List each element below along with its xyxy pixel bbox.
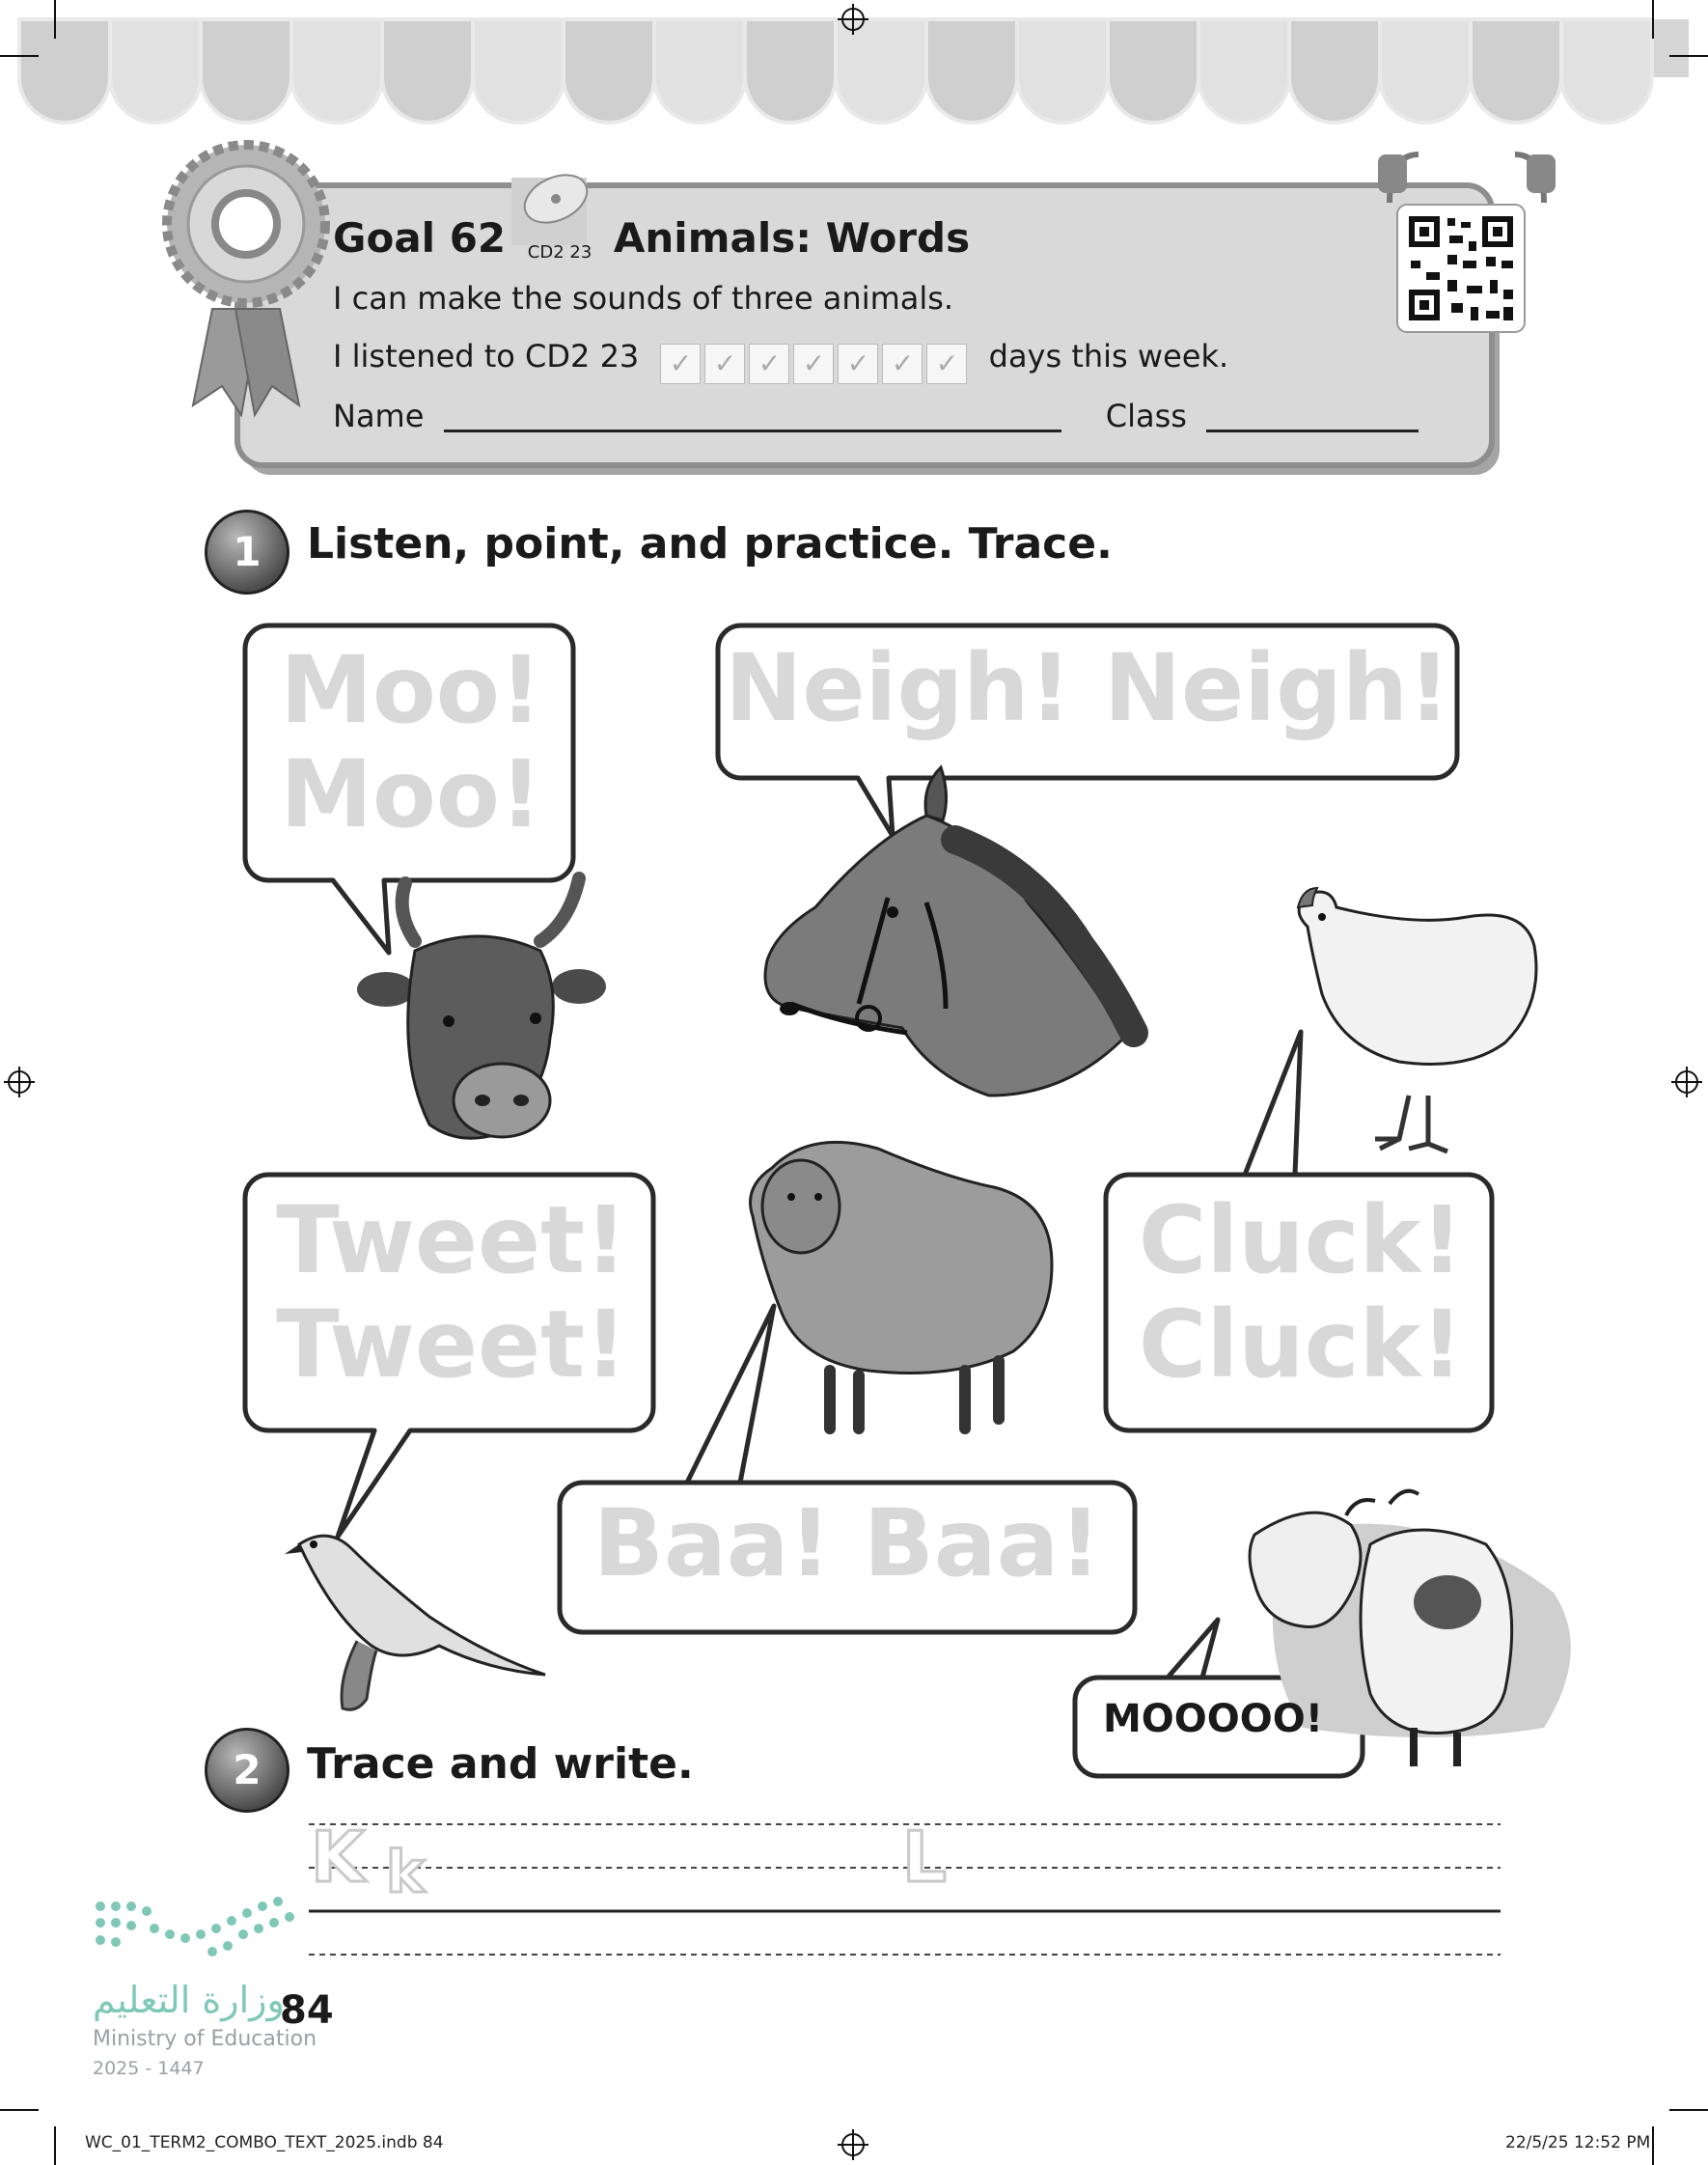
bird-sound-trace[interactable]: Tweet! Tweet! [276,1186,627,1399]
hen-sound-trace[interactable]: Cluck! Cluck! [1138,1186,1464,1399]
class-field[interactable] [1206,430,1419,432]
name-field[interactable] [444,430,1061,432]
cow-sound-trace[interactable]: Moo! Moo! [280,636,542,848]
bird-illustration [285,1536,545,1709]
listened-suffix: days this week. [988,338,1229,375]
objective-text: I can make the sounds of three animals. [333,280,954,317]
cow-illustration [357,878,606,1138]
day-checkbox[interactable]: ✓ [926,344,967,384]
day-checkbox[interactable]: ✓ [793,344,834,384]
trace-letter-lower[interactable]: k [386,1839,444,1906]
trace-letter-upper[interactable]: K [311,1817,384,1898]
day-checkbox[interactable]: ✓ [882,344,923,384]
sheep-sound-trace[interactable]: Baa! Baa! [592,1489,1102,1597]
class-label: Class [1105,398,1187,434]
print-timestamp: 22/5/25 12:52 PM [1505,2133,1651,2152]
day-checkboxes [660,344,967,384]
task-2-instruction: Trace and write. [307,1739,694,1789]
day-checkbox[interactable]: ✓ [660,344,701,384]
hen-illustration [1298,888,1536,1152]
sheep-illustration [751,1142,1053,1429]
day-checkbox[interactable]: ✓ [749,344,789,384]
listening-tracker [333,338,1228,384]
task-1-number: 1 [205,510,289,595]
day-checkbox[interactable]: ✓ [838,344,878,384]
day-checkbox[interactable]: ✓ [704,344,745,384]
trace-letter-right[interactable]: L [902,1817,966,1898]
ministry-year: 2025 - 1447 [93,2058,205,2079]
goal-heading [333,214,970,263]
name-label: Name [333,398,425,434]
cartoon-cow-speech: MOOOOO! [1102,1697,1324,1741]
horse-sound-trace[interactable]: Neigh! Neigh! [725,634,1450,742]
ministry-logo-icon [96,1897,294,1957]
qr-code-icon [1378,154,1556,332]
horse-illustration [765,767,1134,1096]
file-slug: WC_01_TERM2_COMBO_TEXT_2025.indb 84 [85,2133,444,2152]
goal-topic: Animals: Words [613,214,971,262]
goal-label: Goal 62 [333,214,507,262]
cd-track-code: CD2 23 [527,242,592,263]
listened-prefix: I listened to CD2 23 [333,338,640,375]
ministry-name-english: Ministry of Education [93,2027,317,2051]
task-2-number: 2 [205,1728,289,1813]
awning-decoration [19,19,1689,123]
task-1-instruction: Listen, point, and practice. Trace. [307,519,1113,569]
page-number: 84 [280,1988,334,2033]
name-class-row [333,398,1419,434]
ministry-name-arabic: وزارة التعليم [93,1979,285,2021]
